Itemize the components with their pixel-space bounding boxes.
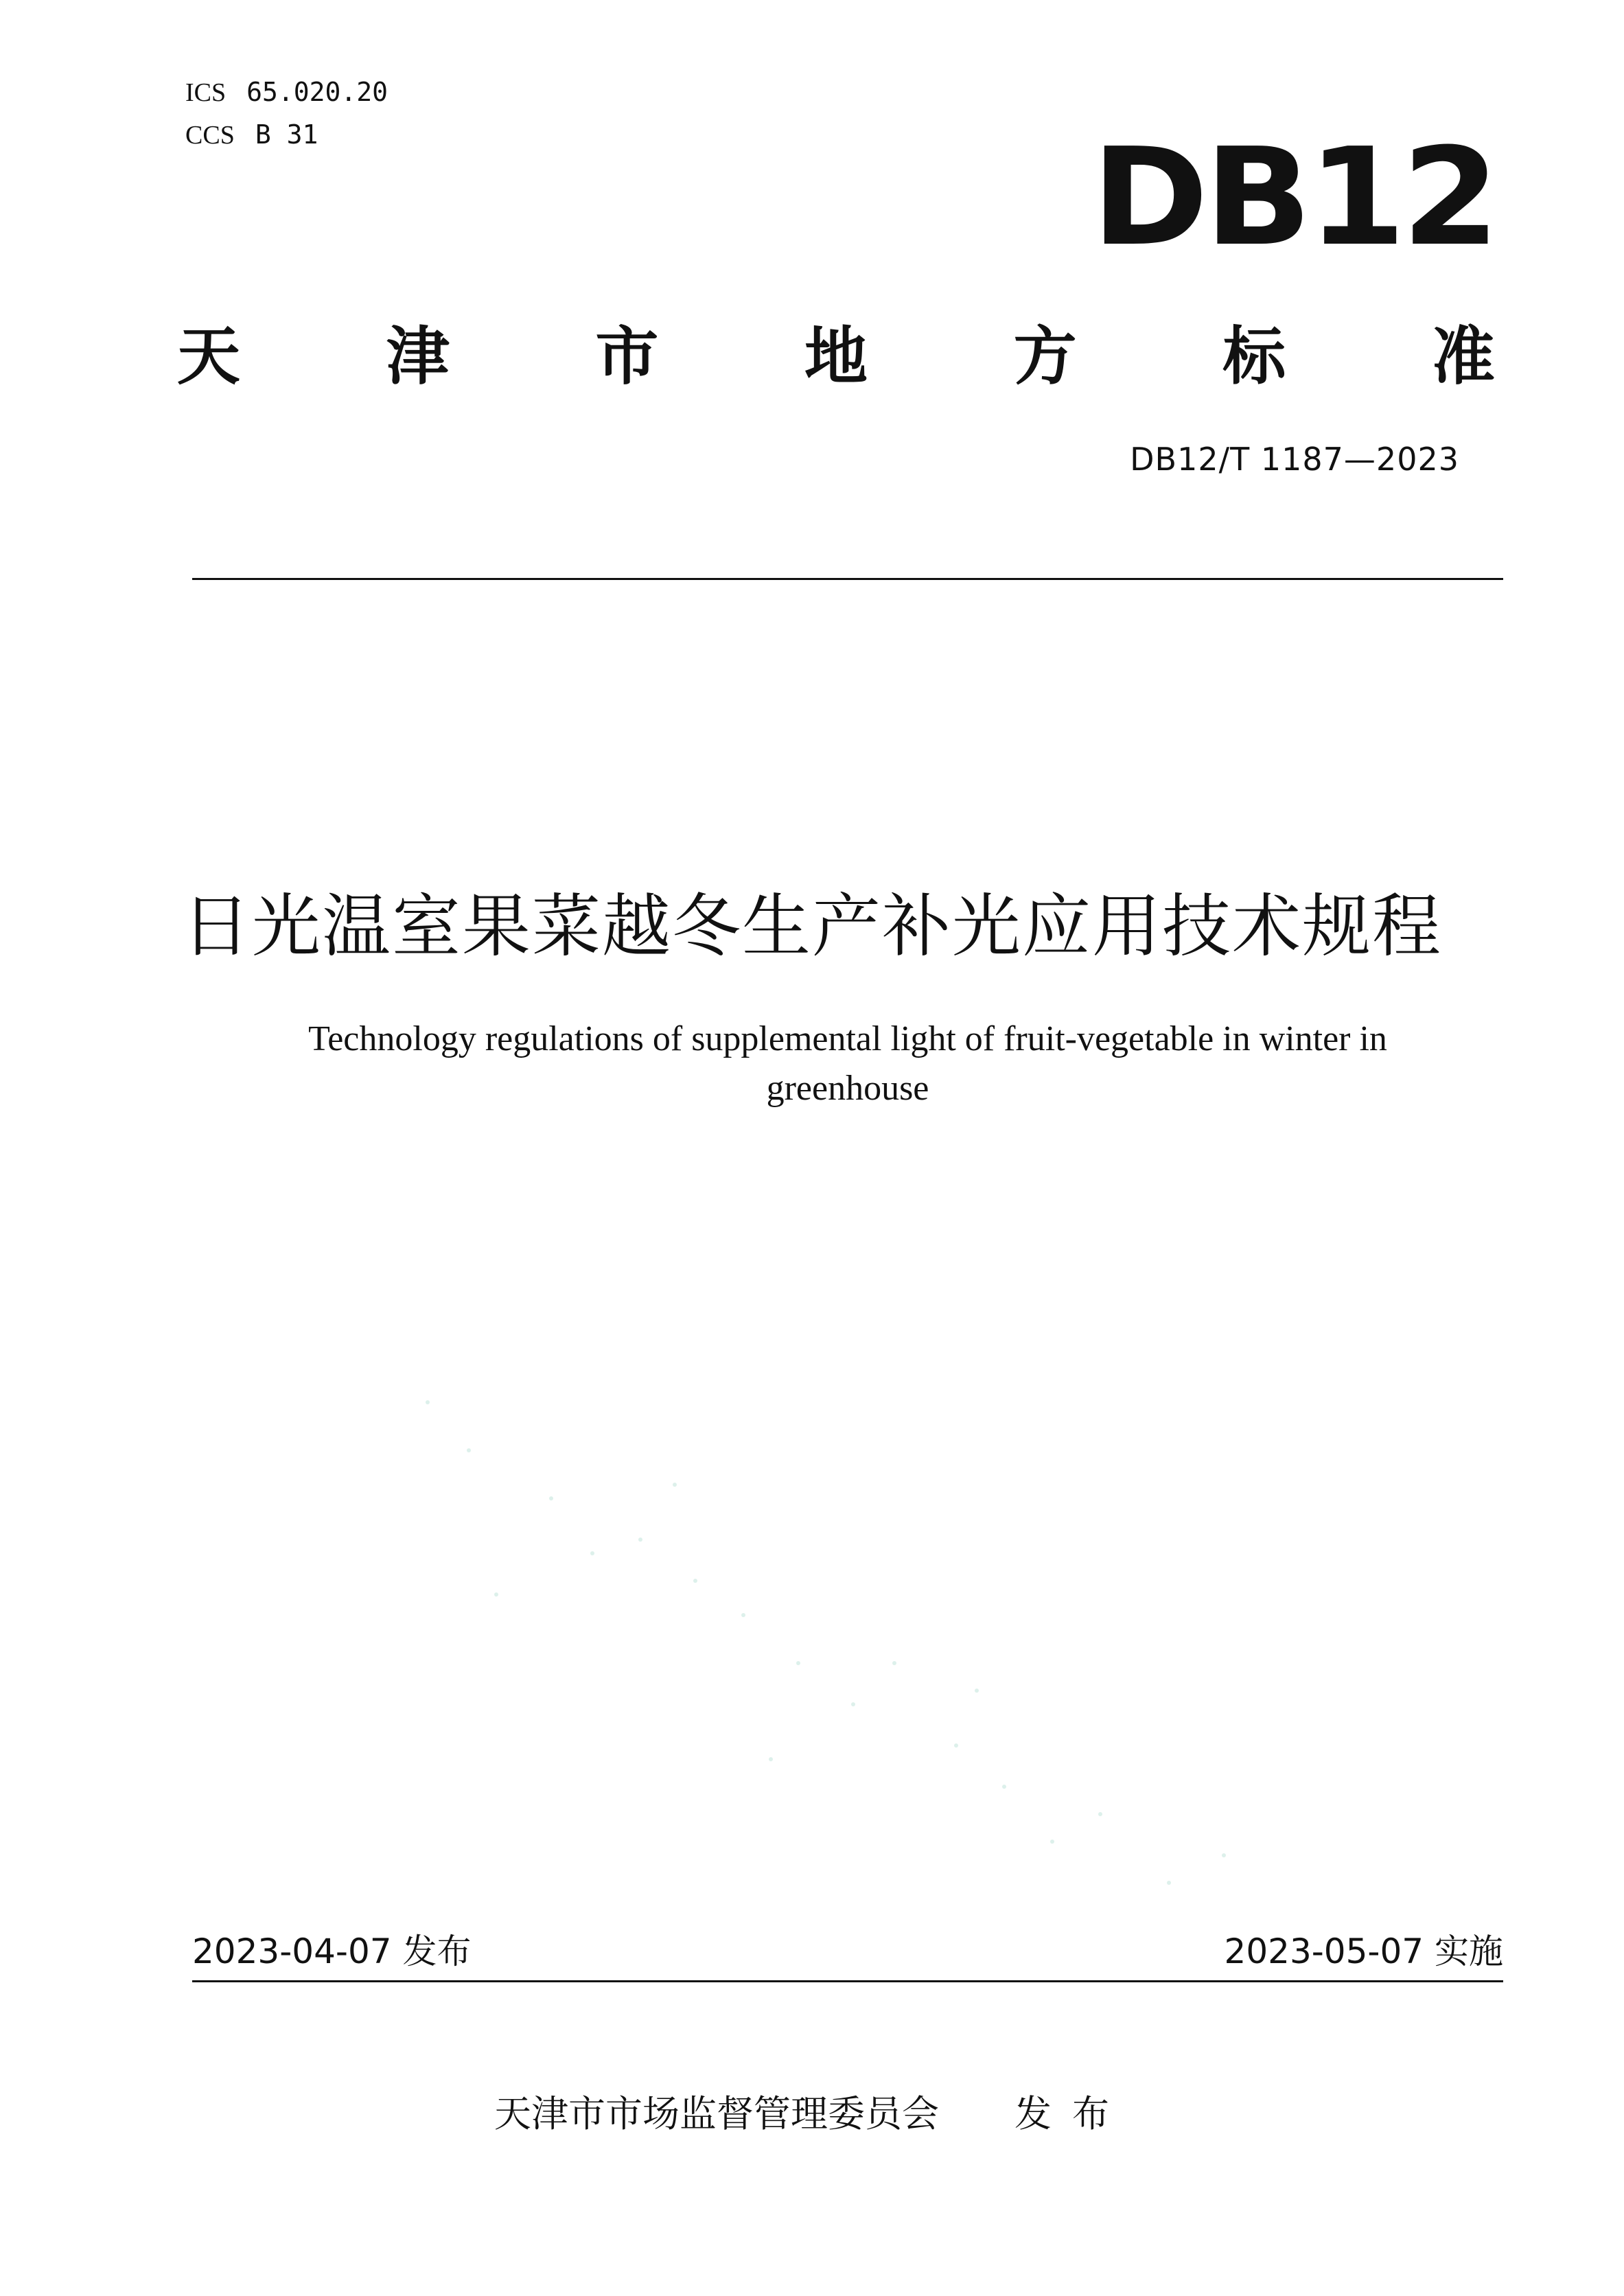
ics-label: ICS <box>185 78 227 107</box>
english-title: Technology regulations of supplemental light of fruit-vegetable in winter in greenhouse <box>308 1019 1387 1108</box>
publisher-org: 天津市市场监督管理委员会 <box>494 2092 939 2135</box>
standard-type-char: 津 <box>386 320 450 393</box>
speckle-dot <box>1222 1853 1226 1857</box>
speckle-dot <box>426 1400 430 1404</box>
speckle-dot <box>590 1551 594 1555</box>
document-number: DB12/T 1187—2023 <box>1130 441 1459 478</box>
speckle-dot <box>467 1448 471 1452</box>
publisher-action: 发布 <box>1014 2092 1130 2135</box>
ccs-code <box>185 119 318 150</box>
issue-date: 2023-04-07 发布 <box>192 1932 472 1971</box>
publisher-line <box>0 2087 1624 2142</box>
speckle-dot <box>673 1483 677 1487</box>
standard-type-char: 天 <box>177 320 241 393</box>
speckle-dot <box>549 1496 553 1500</box>
speckle-dot <box>494 1592 498 1597</box>
standard-type-char: 方 <box>1013 320 1077 393</box>
standard-type-title <box>177 316 1495 398</box>
standard-type-char: 准 <box>1431 320 1495 393</box>
ics-value: 65.020.20 <box>246 77 388 107</box>
speckle-dot <box>741 1613 745 1617</box>
chinese-title: 日光温室果菜越冬生产补光应用技术规程 <box>182 886 1442 966</box>
speckle-dot <box>851 1702 855 1706</box>
bottom-divider <box>192 1980 1503 1982</box>
ccs-label: CCS <box>185 121 235 150</box>
db12-logo: DB12 <box>1091 119 1496 276</box>
speckle-dot <box>954 1743 958 1748</box>
speckle-dot <box>975 1689 979 1693</box>
ccs-value: B 31 <box>255 119 318 150</box>
standard-type-char: 标 <box>1222 320 1286 393</box>
speckle-dot <box>1098 1812 1102 1816</box>
speckle-dot <box>1050 1840 1054 1844</box>
speckle-dot <box>769 1757 773 1761</box>
speckle-dot <box>796 1661 800 1665</box>
ics-code <box>185 77 388 108</box>
standard-type-char: 地 <box>804 320 868 393</box>
speckle-dot <box>892 1661 896 1665</box>
standard-type-char: 市 <box>595 320 659 393</box>
top-divider <box>192 578 1503 580</box>
speckle-dot <box>1002 1785 1006 1789</box>
speckle-dot <box>638 1538 642 1542</box>
implementation-date: 2023-05-07 实施 <box>1224 1932 1503 1971</box>
speckle-dot <box>693 1579 697 1583</box>
speckle-dot <box>1167 1881 1171 1885</box>
